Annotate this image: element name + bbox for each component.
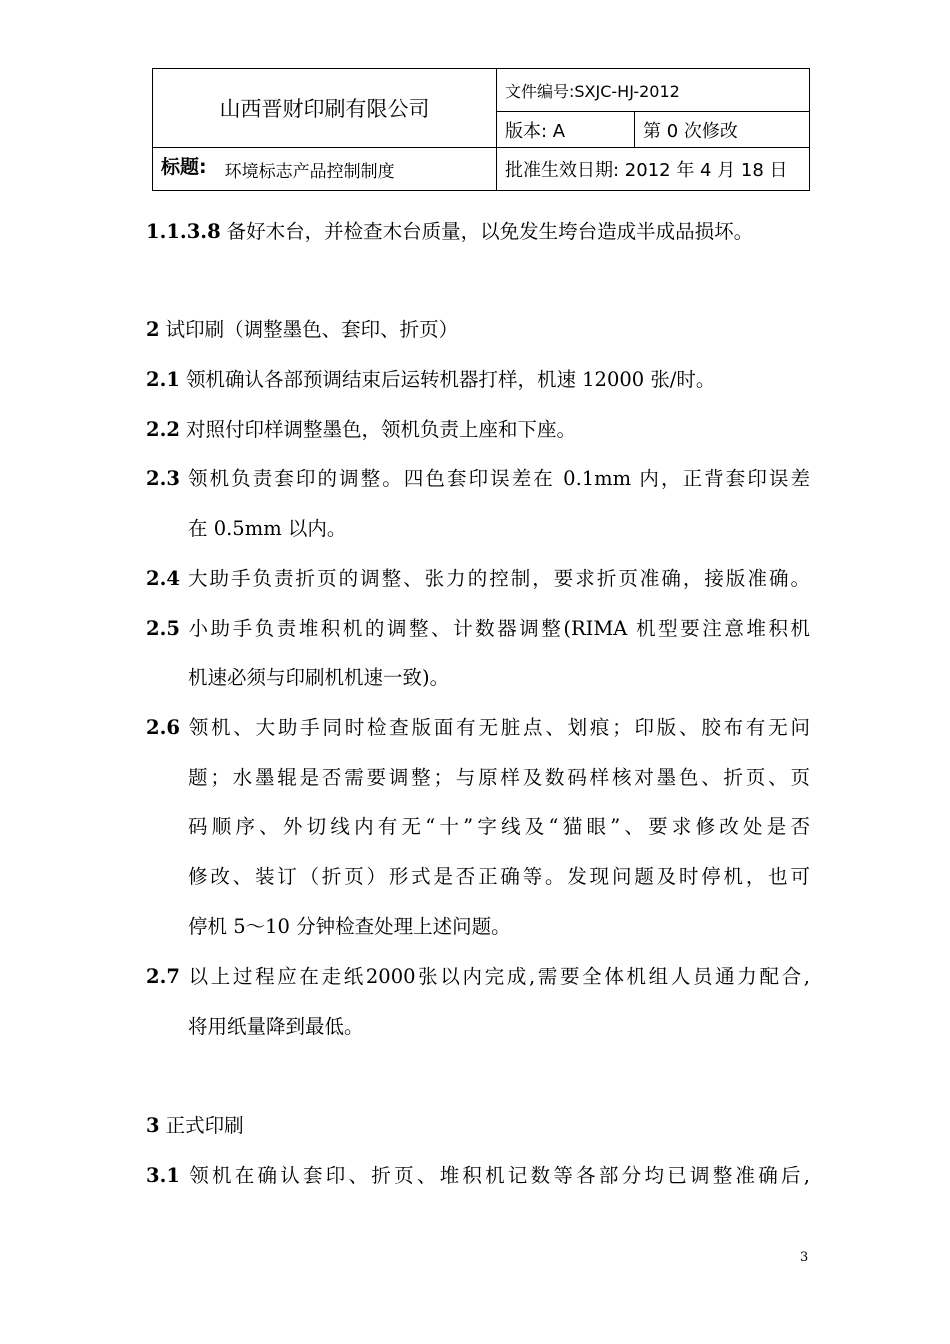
clause-number: 2.5 bbox=[146, 617, 180, 640]
paragraph-line bbox=[146, 467, 810, 491]
effective-date: 批准生效日期: 2012 年 4 月 18 日 bbox=[497, 148, 810, 191]
paragraph-continuation bbox=[188, 517, 346, 541]
clause-text: 领机在确认套印、折页、堆积机记数等各部分均已调整准确后, bbox=[185, 1164, 810, 1187]
clause-text: 在 0.5mm 以内。 bbox=[188, 517, 347, 540]
clause-number: 2.4 bbox=[146, 567, 180, 590]
paragraph-line bbox=[146, 1164, 810, 1188]
version: 版本: A bbox=[497, 112, 635, 148]
paragraph-line bbox=[146, 220, 753, 244]
section-heading bbox=[146, 1114, 244, 1138]
clause-text: 领机确认各部预调结束后运转机器打样，机速 12000 张/时。 bbox=[185, 368, 716, 391]
clause-text: 将用纸量降到最低。 bbox=[188, 1015, 364, 1038]
section-title: 正式印刷 bbox=[165, 1114, 244, 1137]
revision: 第 0 次修改 bbox=[635, 112, 810, 148]
paragraph-continuation bbox=[188, 1015, 364, 1039]
paragraph-line bbox=[146, 716, 810, 740]
section-heading bbox=[146, 318, 458, 342]
clause-text: 机速必须与印刷机机速一致)。 bbox=[188, 666, 450, 689]
clause-number: 1.1.3.8 bbox=[146, 220, 221, 243]
clause-text: 大助手负责折页的调整、张力的控制，要求折页准确，接版准确。 bbox=[185, 567, 810, 590]
clause-number: 2.3 bbox=[146, 467, 180, 490]
clause-number: 2.2 bbox=[146, 418, 180, 441]
paragraph-continuation bbox=[188, 815, 810, 839]
page-number: 3 bbox=[800, 1250, 809, 1265]
clause-text: 题；水墨辊是否需要调整；与原样及数码样核对墨色、折页、页 bbox=[188, 766, 810, 789]
clause-number: 2.1 bbox=[146, 368, 180, 391]
clause-number: 2.6 bbox=[146, 716, 180, 739]
section-title: 试印刷（调整墨色、套印、折页） bbox=[165, 318, 459, 341]
clause-text: 修改、装订（折页）形式是否正确等。发现问题及时停机，也可 bbox=[188, 865, 810, 888]
title-cell bbox=[153, 148, 497, 191]
clause-text: 对照付印样调整墨色，领机负责上座和下座。 bbox=[185, 418, 576, 441]
clause-number: 3.1 bbox=[146, 1164, 180, 1187]
paragraph-line bbox=[146, 567, 810, 591]
paragraph-line bbox=[146, 368, 715, 392]
document-number: 文件编号:SXJC-HJ-2012 bbox=[497, 69, 810, 112]
paragraph-continuation bbox=[188, 915, 511, 939]
section-number: 3 bbox=[146, 1114, 160, 1137]
title-label: 标题: bbox=[161, 155, 207, 178]
document-title: 环境标志产品控制制度 bbox=[224, 161, 395, 182]
document-header-table bbox=[152, 68, 810, 191]
paragraph-line bbox=[146, 965, 810, 989]
clause-text: 以上过程应在走纸2000张以内完成,需要全体机组人员通力配合, bbox=[185, 965, 810, 988]
clause-text: 领机负责套印的调整。四色套印误差在 0.1mm 内，正背套印误差 bbox=[185, 467, 810, 490]
company-name: 山西晋财印刷有限公司 bbox=[153, 69, 497, 148]
clause-text: 停机 5～10 分钟检查处理上述问题。 bbox=[188, 915, 511, 938]
paragraph-line bbox=[146, 617, 810, 641]
paragraph-continuation bbox=[188, 766, 810, 790]
paragraph-continuation bbox=[188, 666, 449, 690]
clause-text: 小助手负责堆积机的调整、计数器调整(RIMA 机型要注意堆积机 bbox=[185, 617, 810, 640]
paragraph-continuation bbox=[188, 865, 810, 889]
section-number: 2 bbox=[146, 318, 160, 341]
clause-number: 2.7 bbox=[146, 965, 180, 988]
clause-text: 领机、大助手同时检查版面有无脏点、划痕；印版、胶布有无问 bbox=[185, 716, 810, 739]
clause-text: 码顺序、外切线内有无“十”字线及“猫眼”、要求修改处是否 bbox=[188, 815, 810, 838]
clause-text: 备好木台，并检查木台质量，以免发生垮台造成半成品损坏。 bbox=[226, 220, 754, 243]
paragraph-line bbox=[146, 418, 576, 442]
